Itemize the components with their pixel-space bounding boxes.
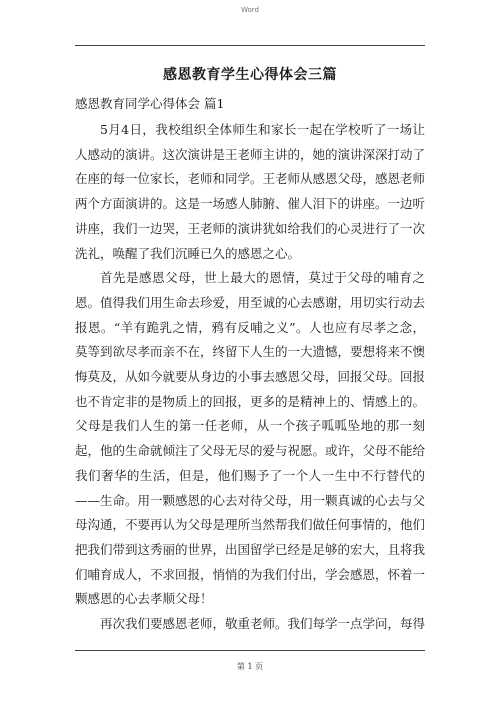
paragraph: 5月4日，我校组织全体师生和家长一起在学校听了一场让人感动的演讲。这次演讲是王老师主讲的，她的演讲深深打动了在座的每一位家长，老师和同学。王老师从感恩父母，感恩老师两个方面演讲的。这是一场感人肺腑、催人泪下的讲座。一边听讲座，我们一边哭，王老师的演讲犹如给我们的心灵进行了一次洗礼，唤醒了我们沉睡已久的感恩之心。 bbox=[75, 122, 426, 261]
page-number: 第 1 页 bbox=[236, 662, 264, 671]
document-title: 感恩教育学生心得体会三篇 bbox=[163, 67, 337, 83]
app-label: Word bbox=[241, 6, 259, 14]
paragraph: 首先是感恩父母，世上最大的恩情，莫过于父母的哺育之恩。值得我们用生命去珍爱，用至诚的心去感谢，用切实行动去报恩。“羊有跪乳之情，鸦有反哺之义”。人也应有尽孝之念，莫等到欲尽孝而亲不在，终留下人生的一大遗憾，要想将来不懊悔莫及，从如今就要从身边的小事去感恩父母，回报父母。回报也不肯定非的是物质上的回报，更多的是精神上的、情感上的。父母是我们人生的第一任老师，从一个孩子呱呱坠地的那一刻起，他的生命就倾注了父母无尽的爱与祝愿。或许，父母不能给我们奢华的生活，但是，他们赐予了一个人一生中不行替代的——生命。用一颗感恩的心去对待父母，用一颗真诚的心去与父母沟通，不要再认为父母是理所当然帮我们做任何事情的，他们把我们带到这秀丽的世界，出国留学已经是足够的宏大，且将我们哺育成人，不求回报，悄悄的为我们付出，学会感恩，怀着一颗感恩的心去孝顺父母！ bbox=[75, 270, 426, 607]
footer-divider bbox=[75, 650, 425, 651]
document-body bbox=[75, 118, 425, 637]
header-divider bbox=[75, 45, 425, 46]
paragraph: 再次我们要感恩老师，敬重老师。我们每学一点学问，每得 bbox=[100, 616, 426, 632]
document-subtitle: 感恩教育同学心得体会 篇1 bbox=[75, 96, 225, 111]
